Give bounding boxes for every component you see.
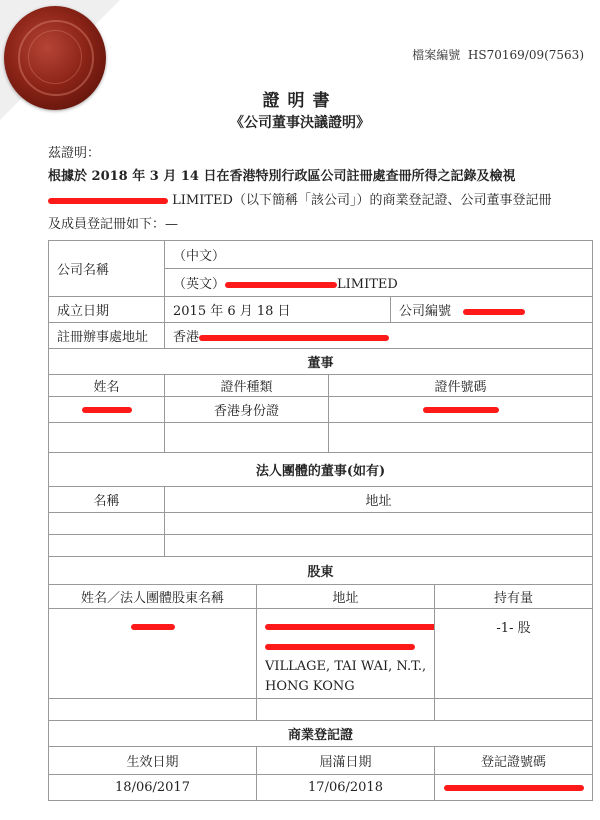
br-cert-no-cell — [435, 775, 593, 801]
reference-number — [412, 46, 584, 63]
corp-directors-section-title: 法人團體的董事(如有) — [49, 453, 593, 487]
redaction-shareholder-name — [131, 624, 175, 630]
inc-date-label: 成立日期 — [49, 297, 165, 323]
shareholder-address-line-3: VILLAGE, TAI WAI, N.T., — [265, 659, 427, 674]
company-english-name: LIMITED — [337, 277, 398, 292]
row-br-title — [49, 721, 593, 747]
directors-section-title: 董事 — [49, 349, 593, 375]
br-effective-date: 18/06/2017 — [49, 775, 257, 801]
director-id-type: 香港身份證 — [165, 397, 329, 423]
redaction-br-cert-no — [444, 785, 584, 791]
shareholders-col-address: 地址 — [257, 585, 435, 609]
corp-directors-col-name: 名稱 — [49, 487, 165, 513]
br-col-expiry: 屆滿日期 — [257, 747, 435, 775]
br-section-title: 商業登記證 — [49, 721, 593, 747]
reference-value: HS70169/09(7563) — [467, 48, 584, 62]
redaction-reg-address — [199, 335, 389, 341]
reg-address-prefix: 香港 — [173, 330, 200, 345]
shareholder-holding: -1- 股 — [435, 609, 593, 699]
redaction-company-name — [48, 198, 168, 204]
greeting: 茲證明： — [48, 146, 101, 161]
inc-date-value: 2015 年 6 月 18 日 — [165, 297, 391, 323]
br-col-effective: 生效日期 — [49, 747, 257, 775]
shareholder-address-line-4: HONG KONG — [265, 679, 355, 694]
redaction-company-no — [463, 309, 525, 315]
row-company-chinese — [49, 241, 593, 269]
company-no-cell — [391, 297, 593, 323]
company-chinese-label: （中文） — [165, 241, 593, 269]
row-registered-address — [49, 323, 593, 349]
shareholders-col-holding: 持有量 — [435, 585, 593, 609]
corp-directors-col-address: 地址 — [165, 487, 593, 513]
reg-address-cell — [165, 323, 593, 349]
redaction-director-name — [82, 407, 132, 413]
table-row — [49, 699, 593, 721]
director-id-no-cell — [329, 397, 593, 423]
shareholder-address-cell — [257, 609, 435, 699]
shareholders-section-title: 股東 — [49, 557, 593, 585]
redaction-address-line-2 — [265, 644, 415, 650]
row-br-header — [49, 747, 593, 775]
empty-cell — [49, 423, 165, 453]
document-subtitle: 《公司董事決議證明》 — [230, 115, 370, 131]
row-shareholders-header — [49, 585, 593, 609]
company-name-suffix: LIMITED（以下簡稱「該公司」）的商業登記證、公司董事登記冊 — [172, 193, 552, 208]
directors-col-id-type: 證件種類 — [165, 375, 329, 397]
empty-cell — [257, 699, 435, 721]
table-row — [49, 609, 593, 699]
row-corp-directors-title — [49, 453, 593, 487]
redaction-director-id — [423, 407, 499, 413]
company-english-cell — [165, 269, 593, 297]
row-shareholders-title — [49, 557, 593, 585]
certification-text — [48, 165, 588, 237]
redaction-address-line-1 — [265, 624, 435, 630]
empty-cell — [49, 513, 165, 535]
company-english-label: （英文） — [173, 277, 226, 292]
row-incorporation — [49, 297, 593, 323]
reg-address-label: 註冊辦事處地址 — [49, 323, 165, 349]
empty-cell — [165, 423, 329, 453]
certification-line-2 — [48, 189, 588, 213]
empty-cell — [165, 513, 593, 535]
document-title: 證明書 — [262, 91, 338, 111]
br-col-cert-no: 登記證號碼 — [435, 747, 593, 775]
directors-col-id-no: 證件號碼 — [329, 375, 593, 397]
row-directors-title — [49, 349, 593, 375]
company-name-label: 公司名稱 — [49, 241, 165, 297]
empty-cell — [329, 423, 593, 453]
row-corp-directors-header — [49, 487, 593, 513]
company-no-label: 公司編號 — [399, 304, 452, 319]
shareholders-col-name: 姓名／法人團體股東名稱 — [49, 585, 257, 609]
table-row — [49, 397, 593, 423]
certification-line-3: 及成員登記冊如下：— — [48, 217, 179, 232]
empty-cell — [49, 699, 257, 721]
table-row — [49, 535, 593, 557]
empty-cell — [49, 535, 165, 557]
table-row — [49, 423, 593, 453]
shareholder-name-cell — [49, 609, 257, 699]
certificate-table — [48, 240, 593, 801]
address-line-1 — [265, 617, 426, 637]
director-name-cell — [49, 397, 165, 423]
directors-col-name: 姓名 — [49, 375, 165, 397]
empty-cell — [165, 535, 593, 557]
br-expiry-date: 17/06/2018 — [257, 775, 435, 801]
certification-line-1: 根據於 2018 年 3 月 14 日在香港特別行政區公司註冊處查冊所得之記錄及檢視 — [48, 169, 516, 184]
reference-label: 檔案編號 — [412, 48, 461, 62]
empty-cell — [435, 699, 593, 721]
redaction-english-name — [225, 282, 337, 288]
address-line-2 — [265, 637, 426, 657]
table-row — [49, 513, 593, 535]
wax-seal-inner-ring — [28, 30, 82, 84]
table-row — [49, 775, 593, 801]
row-directors-header — [49, 375, 593, 397]
